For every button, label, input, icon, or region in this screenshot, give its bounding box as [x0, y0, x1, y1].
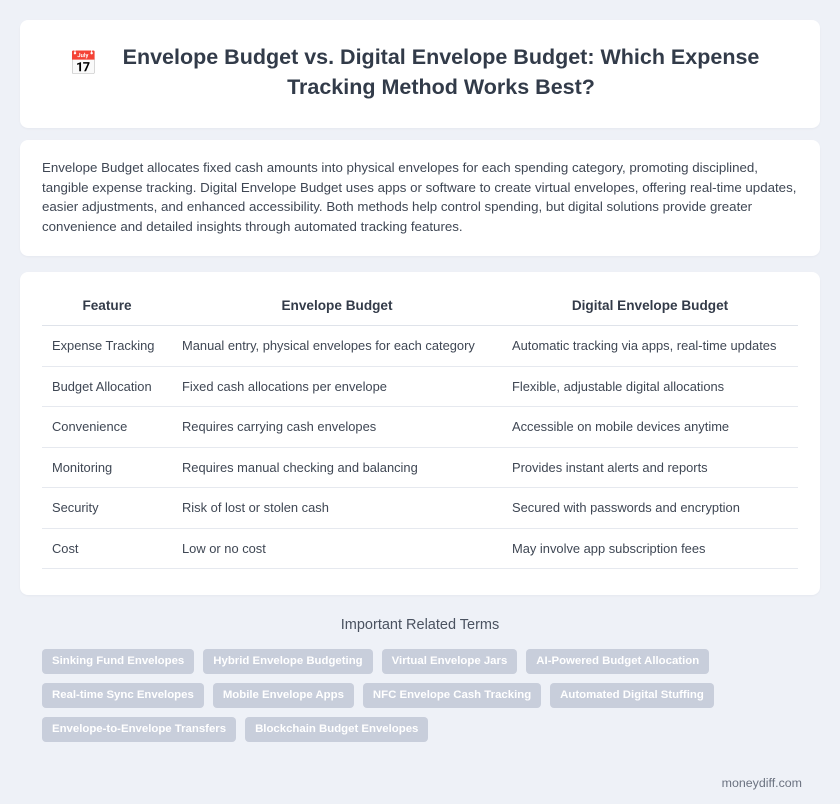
- footer: [20, 762, 820, 804]
- term-chip[interactable]: Real-time Sync Envelopes: [42, 683, 204, 708]
- summary-text: Envelope Budget allocates fixed cash amounts into physical envelopes for each spending category, promoting disciplined, tangible expense tracking. Digital Envelope Budget uses apps or software to create virtual envelopes, offering real-time updates, easier adjustments, and enhanced accessibility. Both methods help control spending, but digital solutions provide greater convenience and detailed insights through automated tracking features.: [42, 160, 797, 234]
- related-terms-title: Important Related Terms: [340, 617, 500, 634]
- table-header-row: [42, 294, 798, 326]
- term-chip[interactable]: Blockchain Budget Envelopes: [245, 717, 428, 742]
- term-chip[interactable]: Virtual Envelope Jars: [382, 649, 518, 674]
- cell-envelope-budget: Requires carrying cash envelopes: [172, 407, 502, 448]
- term-chip[interactable]: AI-Powered Budget Allocation: [526, 649, 709, 674]
- cell-envelope-budget: Requires manual checking and balancing: [172, 447, 502, 488]
- cell-digital-envelope-budget: Provides instant alerts and reports: [502, 447, 798, 488]
- cell-feature: Budget Allocation: [42, 366, 172, 407]
- cell-envelope-budget: Manual entry, physical envelopes for each category: [172, 326, 502, 367]
- comparison-table-card: [20, 272, 820, 595]
- table-header-digital-envelope-budget: Digital Envelope Budget: [502, 294, 798, 326]
- table-header-envelope-budget: Envelope Budget: [172, 294, 502, 326]
- term-chip[interactable]: Automated Digital Stuffing: [550, 683, 714, 708]
- table-row: [42, 407, 798, 448]
- header-card: [20, 20, 820, 128]
- table-row: [42, 326, 798, 367]
- term-chip[interactable]: Hybrid Envelope Budgeting: [203, 649, 372, 674]
- term-chip[interactable]: Sinking Fund Envelopes: [42, 649, 194, 674]
- page-title: Envelope Budget vs. Digital Envelope Budget: Which Expense Tracking Method Works Best?: [122, 45, 760, 99]
- cell-envelope-budget: Risk of lost or stolen cash: [172, 488, 502, 529]
- cell-feature: Security: [42, 488, 172, 529]
- cell-envelope-budget: Fixed cash allocations per envelope: [172, 366, 502, 407]
- calendar-icon: 📅: [69, 50, 98, 76]
- cell-feature: Expense Tracking: [42, 326, 172, 367]
- summary-card: [20, 140, 820, 256]
- term-chip[interactable]: Envelope-to-Envelope Transfers: [42, 717, 236, 742]
- table-row: [42, 488, 798, 529]
- related-terms-section: [20, 613, 820, 748]
- table-row: [42, 447, 798, 488]
- cell-envelope-budget: Low or no cost: [172, 528, 502, 569]
- cell-digital-envelope-budget: May involve app subscription fees: [502, 528, 798, 569]
- term-chip[interactable]: Mobile Envelope Apps: [213, 683, 354, 708]
- cell-feature: Monitoring: [42, 447, 172, 488]
- related-terms-list: [30, 649, 810, 742]
- cell-digital-envelope-budget: Secured with passwords and encryption: [502, 488, 798, 529]
- cell-digital-envelope-budget: Automatic tracking via apps, real-time updates: [502, 326, 798, 367]
- table-row: [42, 528, 798, 569]
- term-chip[interactable]: NFC Envelope Cash Tracking: [363, 683, 541, 708]
- cell-digital-envelope-budget: Accessible on mobile devices anytime: [502, 407, 798, 448]
- site-name: moneydiff.com: [721, 776, 802, 791]
- cell-feature: Cost: [42, 528, 172, 569]
- table-row: [42, 366, 798, 407]
- cell-feature: Convenience: [42, 407, 172, 448]
- table-header-feature: Feature: [42, 294, 172, 326]
- cell-digital-envelope-budget: Flexible, adjustable digital allocations: [502, 366, 798, 407]
- comparison-table: [42, 294, 798, 569]
